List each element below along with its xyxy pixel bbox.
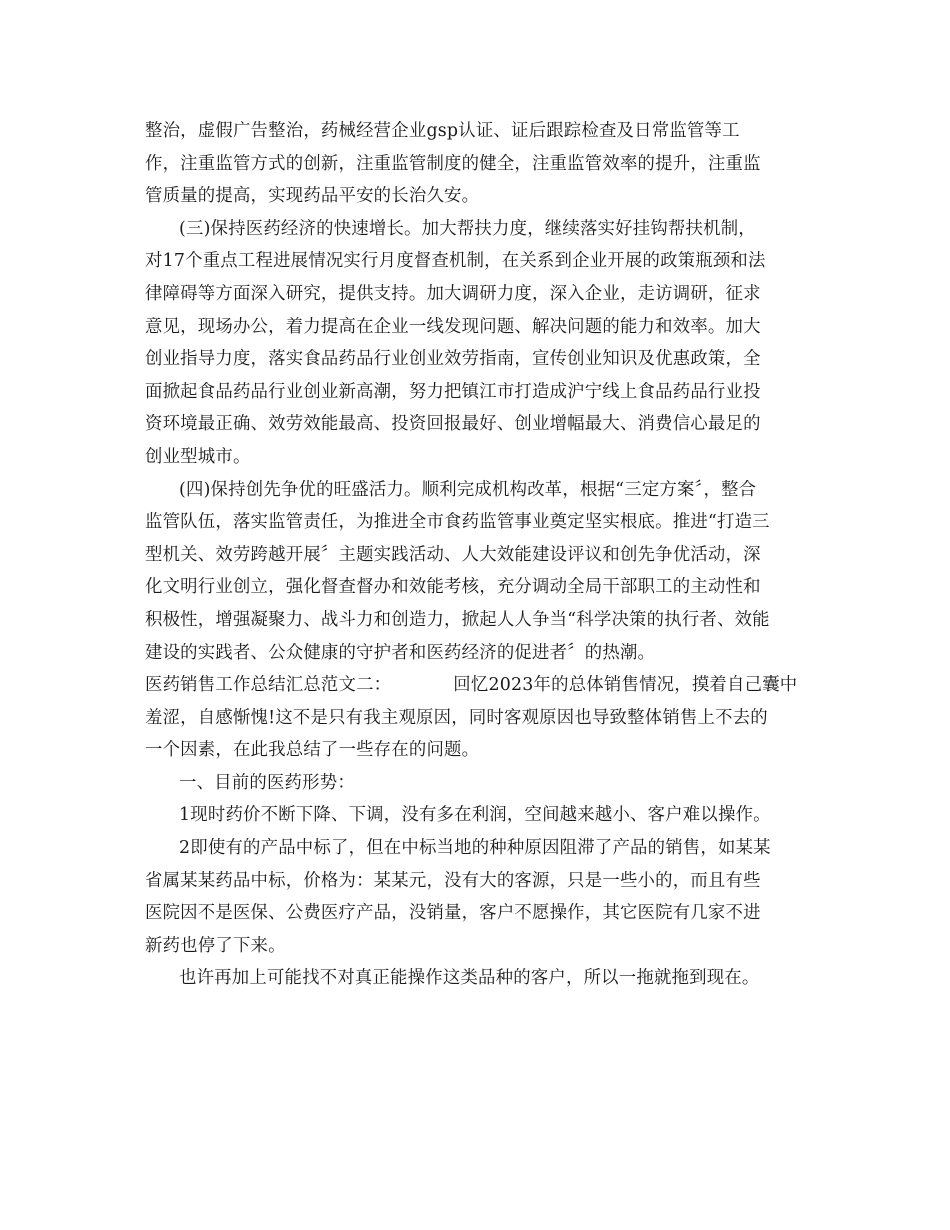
text-line: 医院因不是医保、公费医疗产品，没销量，客户不愿操作，其它医院有几家不进 (145, 903, 761, 924)
text-line: 意见，现场办公，着力提高在企业一线发现问题、解决问题的能力和效率。加大 (145, 316, 761, 337)
text-line: 管质量的提高，实现药品平安的长治久安。 (145, 186, 480, 207)
text-line: 面掀起食品药品行业创业新高潮，努力把镇江市打造成沪宁线上食品药品行业投 (145, 381, 761, 402)
text-line: 型机关、效劳跨越开展〞主题实践活动、人大效能建设评议和创先争优活动，深 (145, 544, 761, 565)
text-line: 律障碍等方面深入研究，提供支持。加大调研力度，深入企业，走访调研，征求 (145, 283, 761, 304)
text-line: 1现时药价不断下降、下调，没有多在利润，空间越来越小、客户难以操作。 (179, 805, 771, 826)
text-line: 积极性，增强凝聚力、战斗力和创造力，掀起人人争当“科学决策的执行者、效能 (145, 609, 770, 630)
document-body (145, 115, 800, 995)
text-line: 也许再加上可能找不对真正能操作这类品种的客户，所以一拖就拖到现在。 (179, 968, 760, 989)
text-line: 作，注重监管方式的创新，注重监管制度的健全，注重监管效率的提升，注重监 (145, 153, 761, 174)
text-line: 整治，虚假广告整治，药械经营企业gsp认证、证后跟踪检查及日常监管等工 (145, 121, 740, 141)
text-line: 新药也停了下来。 (145, 935, 286, 956)
text-line: 化文明行业创立，强化督查督办和效能考核，充分调动全局干部职工的主动性和 (145, 577, 761, 598)
text-line: 资环境最正确、效劳效能最高、投资回报最好、创业增幅最大、消费信心最足的 (145, 414, 761, 435)
text-line: 监管队伍，落实监管责任，为推进全市食药监管事业奠定坚实根底。推进“打造三 (145, 512, 770, 533)
text-line: 建设的实践者、公众健康的守护者和医药经济的促进者〞的热潮。 (145, 642, 656, 663)
text-line: 2即使有的产品中标了，但在中标当地的种种原因阻滞了产品的销售，如某某 (179, 838, 771, 859)
heading-tail-text: 回忆2023年的总体销售情况，摸着自己囊中 (453, 675, 798, 696)
section-heading-line (145, 669, 800, 702)
text-line: 对17个重点工程进展情况实行月度督查机制，在关系到企业开展的政策瓶颈和法 (145, 251, 766, 272)
text-line: 一、目前的医药形势： (179, 772, 355, 793)
text-line: 省属某某药品中标，价格为：某某元，没有大的客源，只是一些小的，而且有些 (145, 870, 761, 891)
text-line: 一个因素，在此我总结了一些存在的问题。 (145, 740, 480, 761)
section-heading: 医药销售工作总结汇总范文二： (145, 675, 392, 696)
text-line: (三)保持医药经济的快速增长。加大帮扶力度，继续落实好挂钩帮扶机制， (179, 218, 756, 239)
text-line: 创业型城市。 (145, 446, 251, 467)
text-line: 创业指导力度，落实食品药品行业创业效劳指南，宣传创业知识及优惠政策，全 (145, 349, 761, 370)
text-line: (四)保持创先争优的旺盛活力。顺利完成机构改革，根据“三定方案〞，整合 (179, 479, 757, 500)
text-line: 羞涩，自感惭愧!这不是只有我主观原因，同时客观原因也导致整体销售上不去的 (145, 707, 768, 728)
